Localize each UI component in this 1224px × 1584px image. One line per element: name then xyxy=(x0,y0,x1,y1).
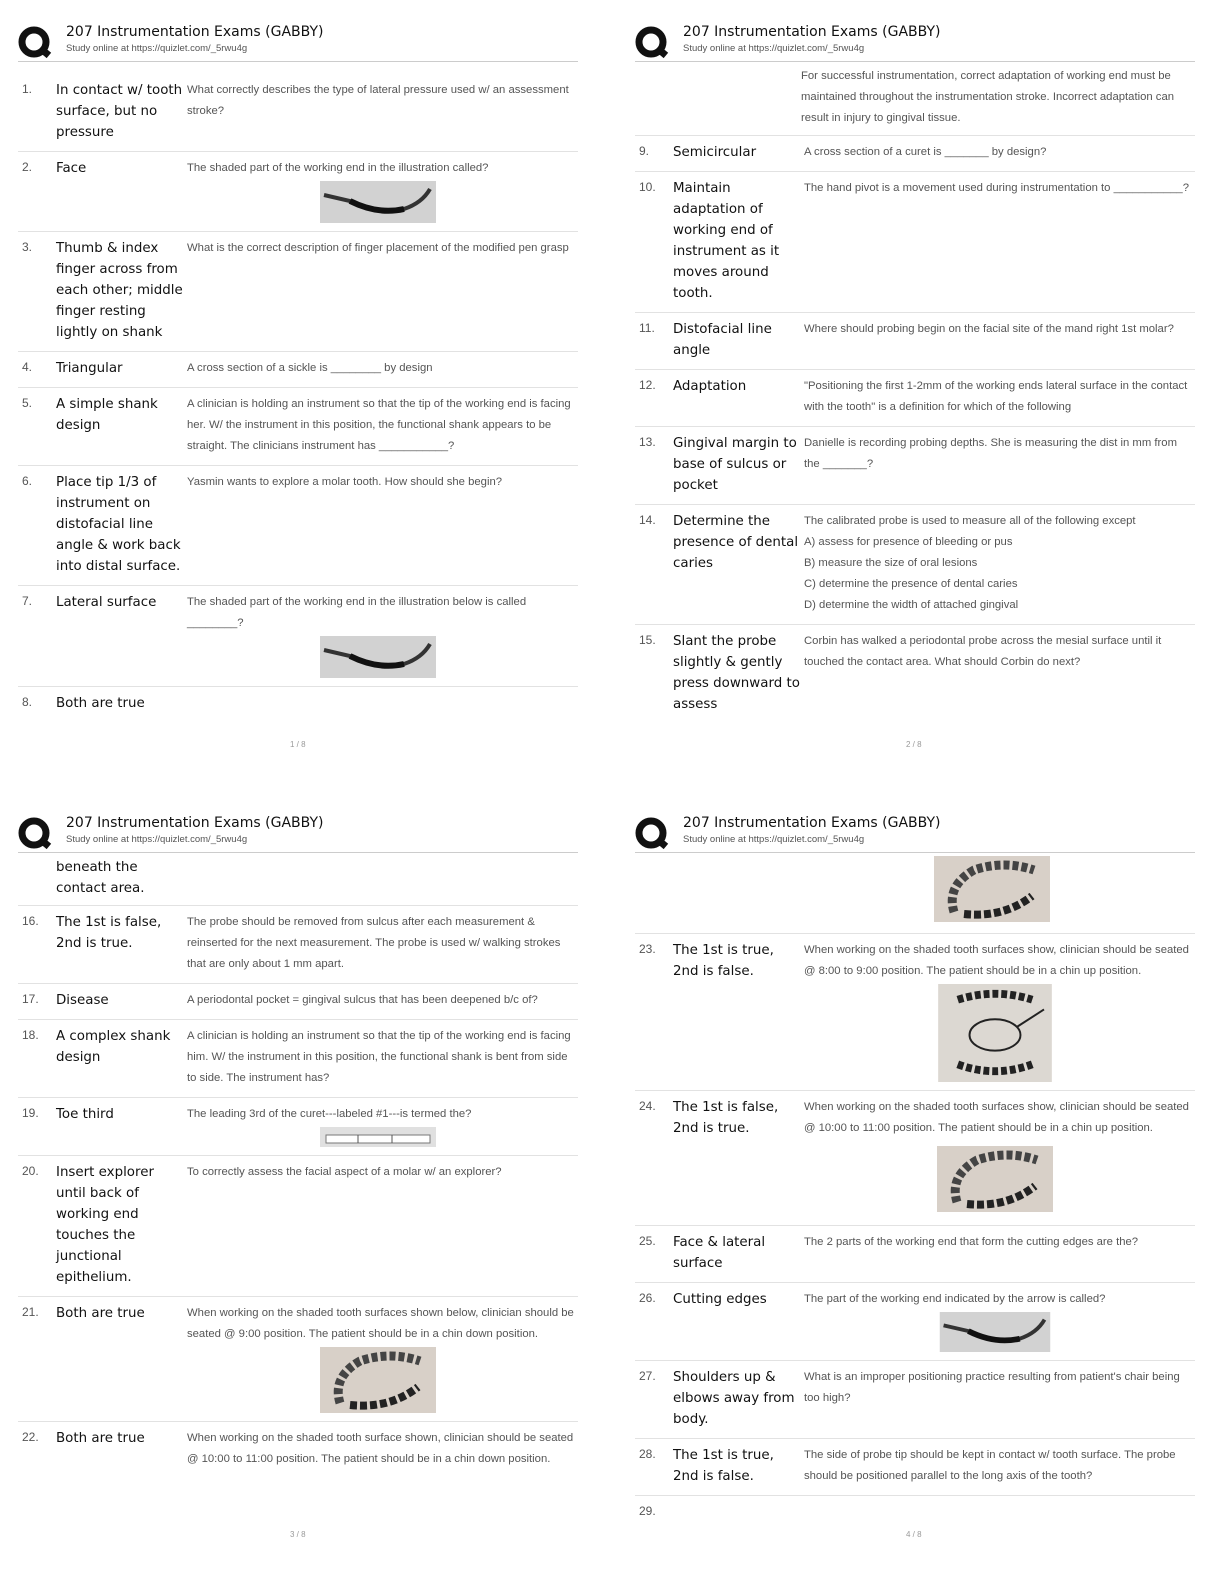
flashcard xyxy=(18,388,578,466)
card-term: The 1st is true, 2nd is false. xyxy=(673,1448,774,1484)
card-number: 1. xyxy=(22,82,33,96)
card-definition: What is an improper positioning practice resulting from patient's chair being too high? xyxy=(804,1371,1180,1404)
card-term: Cutting edges xyxy=(673,1292,767,1307)
page-2 xyxy=(635,24,1195,723)
card-number: 8. xyxy=(22,695,33,709)
card-number: 6. xyxy=(22,474,33,488)
card-definition: A cross section of a sickle is ________ by design xyxy=(187,362,433,374)
card-definition: The leading 3rd of the curet---labeled #1---is termed the? xyxy=(187,1108,472,1120)
flashcard xyxy=(18,1156,578,1297)
card-definition: A cross section of a curet is _______ by design? xyxy=(804,146,1047,158)
flashcard xyxy=(635,1361,1195,1439)
flashcard xyxy=(635,136,1195,172)
card-definition: The part of the working end indicated by the arrow is called? xyxy=(804,1293,1106,1305)
card-number: 5. xyxy=(22,396,33,410)
curet-diagram-figure xyxy=(320,1127,436,1147)
flashcard xyxy=(635,1496,1195,1526)
card-number: 29. xyxy=(639,1504,656,1518)
page-header xyxy=(18,24,578,74)
flashcard xyxy=(18,1422,578,1478)
card-definition: The shaded part of the working end in the illustration called? xyxy=(187,162,489,174)
card-number: 19. xyxy=(22,1106,39,1120)
card-number: 9. xyxy=(639,144,650,158)
card-term: Face xyxy=(56,161,87,176)
flashcard xyxy=(635,172,1195,313)
page-number: 4 / 8 xyxy=(906,1530,922,1539)
card-term: Both are true xyxy=(56,1306,145,1321)
continued-figure xyxy=(635,855,1195,934)
card-term: Distofacial line angle xyxy=(673,322,772,358)
flashcard xyxy=(18,984,578,1020)
card-term: Lateral surface xyxy=(56,595,157,610)
curet-lateral-figure xyxy=(320,636,436,678)
flashcard xyxy=(635,427,1195,505)
card-term: Face & lateral surface xyxy=(673,1235,766,1271)
page-4 xyxy=(635,815,1195,1526)
card-definition: When working on the shaded tooth surfaces show, clinician should be seated @ 8:00 to 9:00 position. The patient should be in a chin up position. xyxy=(804,944,1189,977)
card-term: Semicircular xyxy=(673,145,757,160)
page-number: 2 / 8 xyxy=(906,740,922,749)
card-number: 20. xyxy=(22,1164,39,1178)
flashcard xyxy=(635,1439,1195,1496)
card-number: 22. xyxy=(22,1430,39,1444)
card-term: Adaptation xyxy=(673,379,747,394)
quizlet-logo-icon xyxy=(635,26,669,60)
card-term: Both are true xyxy=(56,1431,145,1446)
card-term xyxy=(673,1502,801,1518)
card-number: 27. xyxy=(639,1369,656,1383)
card-number: 17. xyxy=(22,992,39,1006)
flashcard xyxy=(18,906,578,984)
page-header xyxy=(18,815,578,865)
card-number: 26. xyxy=(639,1291,656,1305)
card-definition: "Positioning the first 1-2mm of the working ends lateral surface in the contact with the tooth" is a definition for which of the following xyxy=(804,380,1188,413)
card-definition: Danielle is recording probing depths. She is measuring the dist in mm from the _______? xyxy=(804,437,1177,470)
card-definition: The hand pivot is a movement used during instrumentation to ___________? xyxy=(804,182,1189,194)
study-url[interactable]: Study online at https://quizlet.com/_5rwu4g xyxy=(66,43,248,54)
page-number: 3 / 8 xyxy=(290,1530,306,1539)
card-definition xyxy=(801,1502,1195,1518)
continued-term: beneath the contact area. xyxy=(18,855,578,906)
card-definition: The 2 parts of the working end that form the cutting edges are the? xyxy=(804,1236,1139,1248)
card-number: 7. xyxy=(22,594,33,608)
card-definition: A periodontal pocket = gingival sulcus that has been deepened b/c of? xyxy=(187,994,538,1006)
card-definition: Yasmin wants to explore a molar tooth. How should she begin? xyxy=(187,476,503,488)
card-number: 2. xyxy=(22,160,33,174)
card-number: 21. xyxy=(22,1305,39,1319)
card-number: 3. xyxy=(22,240,33,254)
card-number: 24. xyxy=(639,1099,656,1113)
study-url[interactable]: Study online at https://quizlet.com/_5rwu4g xyxy=(683,834,865,845)
card-number: 4. xyxy=(22,360,33,374)
quizlet-logo-icon xyxy=(635,817,669,851)
card-number: 25. xyxy=(639,1234,656,1248)
teeth-arch-figure xyxy=(320,1347,436,1413)
card-definition: A clinician is holding an instrument so that the tip of the working end is facing him. W/ the instrument in this position, the functional shank is bent from side to side. The instrument has? xyxy=(187,1030,571,1084)
card-number: 14. xyxy=(639,513,656,527)
card-term: Toe third xyxy=(56,1107,114,1122)
card-term: Place tip 1/3 of instrument on distofacial line angle & work back into distal surface. xyxy=(56,475,181,574)
card-term: The 1st is true, 2nd is false. xyxy=(673,943,774,979)
card-definition: The side of probe tip should be kept in contact w/ tooth surface. The probe should be positioned parallel to the long axis of the tooth? xyxy=(804,1449,1176,1482)
doc-title: 207 Instrumentation Exams (GABBY) xyxy=(66,815,324,831)
flashcard xyxy=(18,232,578,352)
quizlet-logo-icon xyxy=(18,817,52,851)
flashcard xyxy=(18,466,578,586)
flashcard xyxy=(18,352,578,388)
curet-face-figure xyxy=(320,181,436,223)
card-term: Maintain adaptation of working end of instrument as it moves around tooth. xyxy=(673,181,780,301)
card-term: A complex shank design xyxy=(56,1029,171,1065)
page-header xyxy=(635,815,1195,865)
card-term: A simple shank design xyxy=(56,397,158,433)
card-term: The 1st is false, 2nd is true. xyxy=(673,1100,779,1136)
card-number: 12. xyxy=(639,378,656,392)
doc-title: 207 Instrumentation Exams (GABBY) xyxy=(66,24,324,40)
flashcard xyxy=(18,1020,578,1098)
card-number: 23. xyxy=(639,942,656,956)
card-number: 16. xyxy=(22,914,39,928)
flashcard xyxy=(635,934,1195,1091)
flashcard xyxy=(635,370,1195,427)
flashcard xyxy=(18,1297,578,1422)
flashcard xyxy=(18,152,578,232)
card-definition: What is the correct description of finger placement of the modified pen grasp xyxy=(187,242,569,254)
card-number: 28. xyxy=(639,1447,656,1461)
card-definition: Corbin has walked a periodontal probe across the mesial surface until it touched the contact area. What should Corbin do next? xyxy=(804,635,1162,668)
study-url[interactable]: Study online at https://quizlet.com/_5rwu4g xyxy=(66,834,248,845)
flashcard xyxy=(18,687,578,722)
card-definition: A clinician is holding an instrument so that the tip of the working end is facing her. W/ the instrument in this position, the functional shank appears to be straight. The clinicians instrument has ___________? xyxy=(187,398,571,452)
page-3 xyxy=(18,815,578,1478)
card-term: Disease xyxy=(56,993,109,1008)
teeth-arch-figure xyxy=(934,855,1050,923)
card-definition: When working on the shaded tooth surfaces show, clinician should be seated @ 10:00 to 11:00 position. The patient should be in a chin up position. xyxy=(804,1101,1189,1134)
card-term: Thumb & index finger across from each other; middle finger resting lightly on shank xyxy=(56,241,183,340)
flashcard xyxy=(635,505,1195,625)
card-definition: When working on the shaded tooth surface shown, clinician should be seated @ 10:00 to 11:00 position. The patient should be in a chin down position. xyxy=(187,1432,574,1465)
flashcard xyxy=(635,625,1195,723)
card-term: Both are true xyxy=(56,696,145,711)
card-definition: When working on the shaded tooth surfaces shown below, clinician should be seated @ 9:00 position. The patient should be in a chin down position. xyxy=(187,1307,574,1340)
card-term: Insert explorer until back of working end touches the junctional epithelium. xyxy=(56,1165,154,1285)
study-url[interactable]: Study online at https://quizlet.com/_5rwu4g xyxy=(683,43,865,54)
flashcard xyxy=(635,1091,1195,1226)
flashcard xyxy=(18,586,578,687)
card-number: 13. xyxy=(639,435,656,449)
page-header xyxy=(635,24,1195,74)
card-term: Determine the presence of dental caries xyxy=(673,514,799,571)
flashcard xyxy=(635,1283,1195,1361)
card-number: 15. xyxy=(639,633,656,647)
card-number: 11. xyxy=(639,321,655,335)
card-term: In contact w/ tooth surface, but no pressure xyxy=(56,83,183,140)
card-term: Gingival margin to base of sulcus or pocket xyxy=(673,436,797,493)
card-definition: The calibrated probe is used to measure all of the following except A) assess for presence of bleeding or pus B) measure the size of oral lesions C) determine the presence of dental caries D) determine the width of attached gingival xyxy=(804,515,1136,611)
teeth-arch-figure xyxy=(937,1141,1053,1217)
card-definition: Where should probing begin on the facial site of the mand right 1st molar? xyxy=(804,323,1174,335)
card-number: 18. xyxy=(22,1028,39,1042)
doc-title: 207 Instrumentation Exams (GABBY) xyxy=(683,815,941,831)
doc-title: 207 Instrumentation Exams (GABBY) xyxy=(683,24,941,40)
continued-definition: For successful instrumentation, correct adaptation of working end must be maintained throughout the instrumentation stroke. Incorrect adaptation can result in injury to gingival tissue. xyxy=(635,66,1195,136)
flashcard xyxy=(635,1226,1195,1283)
card-term: The 1st is false, 2nd is true. xyxy=(56,915,162,951)
card-definition: The probe should be removed from sulcus after each measurement & reinserted for the next measurement. The probe is used w/ walking strokes that are only about 1 mm apart. xyxy=(187,916,561,970)
card-definition: The shaded part of the working end in the illustration below is called ________? xyxy=(187,596,527,629)
card-number: 10. xyxy=(639,180,656,194)
flashcard xyxy=(18,1098,578,1156)
page-1 xyxy=(18,24,578,722)
cutting-edge-figure xyxy=(937,1312,1053,1352)
card-term: Slant the probe slightly & gently press downward to assess xyxy=(673,634,800,712)
flashcard xyxy=(18,74,578,152)
page-number: 1 / 8 xyxy=(290,740,306,749)
card-definition xyxy=(184,693,578,714)
flashcard xyxy=(635,313,1195,370)
mouth-figure xyxy=(937,984,1053,1082)
card-definition: To correctly assess the facial aspect of a molar w/ an explorer? xyxy=(187,1166,502,1178)
card-term: Shoulders up & elbows away from body. xyxy=(673,1370,795,1427)
quizlet-logo-icon xyxy=(18,26,52,60)
card-term: Triangular xyxy=(56,361,123,376)
card-definition: What correctly describes the type of lateral pressure used w/ an assessment stroke? xyxy=(187,84,569,117)
